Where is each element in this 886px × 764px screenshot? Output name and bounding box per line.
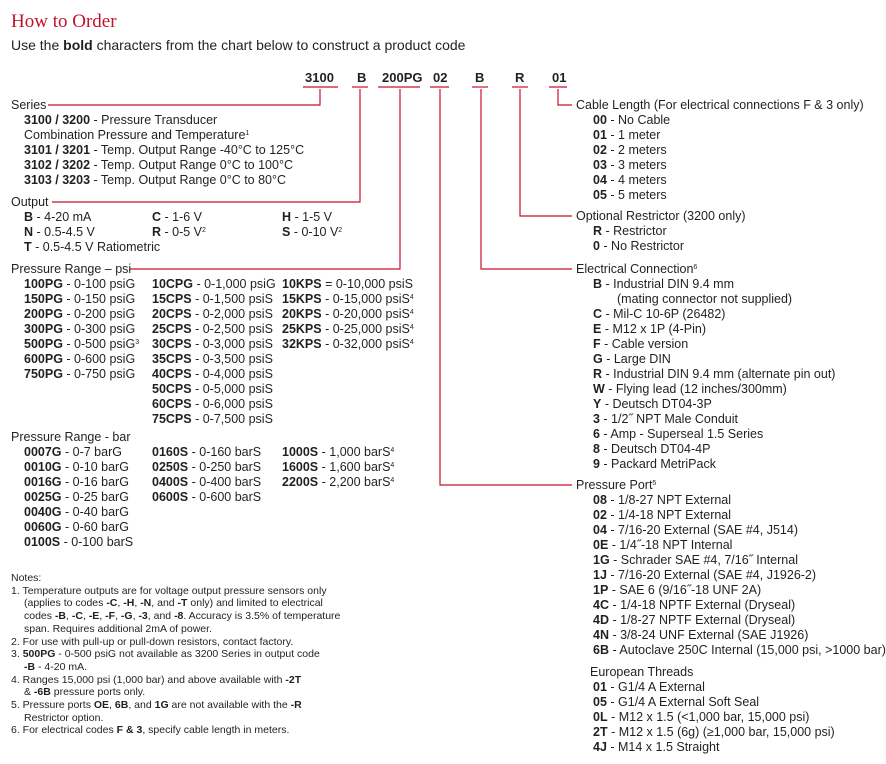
option-code: C [152, 210, 162, 224]
option-code: 00 [593, 113, 607, 127]
output-col3 [282, 210, 342, 240]
code-series: 3100 [305, 70, 334, 85]
option-code: 2200S [282, 475, 319, 489]
pressure-bar-label: Pressure Range - bar [11, 430, 131, 444]
option-code: 100PG [24, 277, 63, 291]
option-code: 0007G [24, 445, 62, 459]
pressure-psi-option: 40CPS - 0-4,000 psiS [152, 367, 273, 381]
option-code: 0250S [152, 460, 189, 474]
pressure-psi-option: 100PG - 0-100 psiG [24, 277, 136, 291]
option-code: 0016G [24, 475, 62, 489]
pressure-bar-option: 0040G - 0-40 barG [24, 505, 129, 519]
pressure-psi-option: 10CPG - 0-1,000 psiG [152, 277, 276, 291]
electrical-option: E - M12 x 1P (4-Pin) [593, 322, 707, 336]
pressure-port-list [593, 493, 886, 658]
option-code: 02 [593, 508, 607, 522]
note-line: 1. Temperature outputs are for voltage output pressure sensors only [11, 584, 327, 597]
pressure-psi-option: 15KPS - 0-15,000 psiS$^4$ [282, 292, 414, 306]
pressure-port-option: 6B - Autoclave 250C Internal (15,000 psi, >1000 bar) [593, 643, 886, 657]
option-code: 0100S [24, 535, 61, 549]
option-code: 75CPS [152, 412, 192, 426]
option-code: R [593, 367, 603, 381]
series-option: 3103 / 3203 - Temp. Output Range 0°C to 80°C [24, 173, 287, 187]
option-code: R [152, 225, 162, 239]
pressure-port-option: 04 - 7/16-20 External (SAE #4, J514) [593, 523, 798, 537]
note-line: 3. 500PG - 0-500 psiG not available as 3200 Series in output code [11, 648, 320, 661]
pressure-port-option: 08 - 1/8-27 NPT External [593, 493, 732, 507]
pressure-port-option: 4C - 1/4-18 NPTF External (Dryseal) [593, 598, 796, 612]
option-code: 15CPS [152, 292, 192, 306]
pressure-port-option: 02 - 1/4-18 NPT External [593, 508, 732, 522]
output-option: S - 0-10 $V^2$ [282, 225, 343, 239]
notes [11, 572, 340, 737]
note-line: 5. Pressure ports OE, 6B, and 1G are not available with the -R [11, 699, 302, 712]
pressure-bar-option: 0250S - 0-250 barS [152, 460, 262, 474]
note-line: Restrictor option. [24, 711, 104, 724]
option-code: 50CPS [152, 382, 192, 396]
cable-length-option: 02 - 2 meters [593, 143, 667, 157]
pressure-bar-col3 [282, 445, 394, 490]
electrical-list [593, 277, 835, 472]
option-code: 35CPS [152, 352, 192, 366]
european-thread-option: 0L - M12 x 1.5 (<1,000 bar, 15,000 psi) [593, 710, 810, 724]
code-pressure-range: 200PG [382, 70, 423, 85]
pressure-psi-option: 600PG - 0-600 psiG [24, 352, 136, 366]
series-option: 3101 / 3201 - Temp. Output Range -40°C to 125°C [24, 143, 305, 157]
option-code: Y [593, 397, 602, 411]
pressure-psi-option: 25KPS - 0-25,000 psiS$^4$ [282, 322, 414, 336]
option-code: E [593, 322, 602, 336]
option-code: 0060G [24, 520, 62, 534]
pressure-bar-option: 0025G - 0-25 barG [24, 490, 129, 504]
pressure-psi-option: 75CPS - 0-7,500 psiS [152, 412, 273, 426]
pressure-psi-option: 200PG - 0-200 psiG [24, 307, 136, 321]
option-code: 02 [593, 143, 607, 157]
series-label: Series [11, 98, 47, 112]
option-code: 20CPS [152, 307, 192, 321]
option-code: 0160S [152, 445, 189, 459]
note-line: (applies to codes -C, -H, -N, and -T only) and limited to electrical [24, 597, 323, 610]
option-code: 200PG [24, 307, 63, 321]
electrical-option: W - Flying lead (12 inches/300mm) [593, 382, 787, 396]
pressure-psi-col1 [24, 277, 139, 382]
pressure-psi-col3 [282, 277, 414, 352]
pressure-bar-option: 1000S - 1,000 barS$^4$ [282, 445, 395, 459]
option-code: S [282, 225, 291, 239]
option-code: 10KPS [282, 277, 322, 291]
electrical-option: (mating connector not supplied) [617, 292, 793, 306]
pressure-bar-option: 0016G - 0-16 barG [24, 475, 129, 489]
option-code: 3 [593, 412, 600, 426]
option-code: 0E [593, 538, 609, 552]
european-thread-option: 4J - M14 x 1.5 Straight [593, 740, 720, 754]
option-code: 4D [593, 613, 609, 627]
option-code: 0010G [24, 460, 62, 474]
option-code: C [593, 307, 603, 321]
pressure-port-option: 1J - 7/16-20 External (SAE #4, J1926-2) [593, 568, 817, 582]
option-code: 0 [593, 239, 600, 253]
option-code: T [24, 240, 32, 254]
pressure-bar-col2 [152, 445, 261, 505]
option-code: 15KPS [282, 292, 322, 306]
note-line: span. Requires additional 2mA of power. [24, 622, 212, 635]
cable-length-label: Cable Length (For electrical connections F & 3 only) [576, 98, 864, 112]
pressure-bar-option: 0400S - 0-400 barS [152, 475, 262, 489]
option-code: G [593, 352, 603, 366]
option-code: 3102 / 3202 [24, 158, 91, 172]
option-code: 60CPS [152, 397, 192, 411]
electrical-option: 9 - Packard MetriPack [593, 457, 716, 471]
pressure-psi-option: 10KPS = 0-10,000 psiS [282, 277, 413, 291]
output-label: Output [11, 195, 49, 209]
pressure-psi-option: 20CPS - 0-2,000 psiS [152, 307, 273, 321]
pressure-port-option: 4D - 1/8-27 NPTF External (Dryseal) [593, 613, 796, 627]
option-code: 40CPS [152, 367, 192, 381]
pressure-psi-option: 500PG - 0-500 psiG$^3$ [24, 337, 140, 351]
output-option: N - 0.5-4.5 V [24, 225, 95, 239]
code-cable-length: 01 [552, 70, 567, 85]
pressure-bar-option: 0010G - 0-10 barG [24, 460, 129, 474]
notes-label: Notes: [11, 572, 42, 584]
option-code: 6 [593, 427, 600, 441]
note-line: 6. For electrical codes F & 3, specify cable length in meters. [11, 724, 290, 737]
option-code: 32KPS [282, 337, 322, 351]
european-thread-option: 01 - G1/4 A External [593, 680, 705, 694]
pressure-psi-option: 300PG - 0-300 psiG [24, 322, 136, 336]
option-code: 750PG [24, 367, 63, 381]
electrical-option: Y - Deutsch DT04-3P [593, 397, 712, 411]
option-code: F [593, 337, 601, 351]
option-code: B [24, 210, 34, 224]
pressure-bar-option: 2200S - 2,200 barS$^4$ [282, 475, 395, 489]
pressure-psi-option: 25CPS - 0-2,500 psiS [152, 322, 273, 336]
note-line: & -6B pressure ports only. [24, 686, 146, 699]
pressure-psi-option: 35CPS - 0-3,500 psiS [152, 352, 273, 366]
option-code: 600PG [24, 352, 63, 366]
option-code: R [593, 224, 603, 238]
pressure-port-option: 0E - 1/4˝-18 NPT Internal [593, 538, 733, 552]
option-code: N [24, 225, 34, 239]
european-list [593, 680, 835, 755]
european-thread-option: 05 - G1/4 A External Soft Seal [593, 695, 760, 709]
option-code: 01 [593, 680, 607, 694]
option-code: 03 [593, 158, 607, 172]
pressure-psi-label: Pressure Range – psi [11, 262, 132, 276]
european-label: European Threads [590, 665, 694, 679]
pressure-psi-option: 20KPS - 0-20,000 psiS$^4$ [282, 307, 414, 321]
electrical-option: 6 - Amp - Superseal 1.5 Series [593, 427, 764, 441]
pressure-psi-option: 15CPS - 0-1,500 psiS [152, 292, 273, 306]
cable-length-list [593, 113, 670, 203]
electrical-option: C - Mil-C 10-6P (26482) [593, 307, 726, 321]
option-code: 3100 / 3200 [24, 113, 91, 127]
output-option: H - 1-5 V [282, 210, 333, 224]
cable-length-option: 00 - No Cable [593, 113, 671, 127]
pressure-bar-option: 0160S - 0-160 barS [152, 445, 262, 459]
option-code: 08 [593, 493, 607, 507]
output-option: T - 0.5-4.5 V Ratiometric [24, 240, 161, 254]
cable-length-option: 04 - 4 meters [593, 173, 667, 187]
option-code: 1600S [282, 460, 319, 474]
option-code: B [593, 277, 603, 291]
option-code: 9 [593, 457, 600, 471]
cable-length-option: 03 - 3 meters [593, 158, 667, 172]
electrical-label: Electrical Connection$^6$ [576, 262, 698, 276]
option-code: 6B [593, 643, 609, 657]
code-electrical: B [475, 70, 485, 85]
option-code: 25CPS [152, 322, 192, 336]
option-code: 0040G [24, 505, 62, 519]
option-code: 20KPS [282, 307, 322, 321]
option-code: 2T [593, 725, 608, 739]
cable-length-option: 01 - 1 meter [593, 128, 661, 142]
code-output: B [357, 70, 367, 85]
subtitle: Use the bold characters from the chart below to construct a product code [11, 37, 466, 53]
note-line: codes -B, -C, -E, -F, -G, -3, and -8. Accuracy is 3.5% of temperature [24, 610, 341, 623]
pressure-bar-option: 0007G - 0-7 barG [24, 445, 122, 459]
page-title: How to Order [11, 11, 117, 32]
pressure-psi-option: 60CPS - 0-6,000 psiS [152, 397, 273, 411]
pressure-port-option: 1G - Schrader SAE #4, 7/16˝ Internal [593, 553, 798, 567]
electrical-option: R - Industrial DIN 9.4 mm (alternate pin out) [593, 367, 836, 381]
option-code: 30CPS [152, 337, 192, 351]
pressure-bar-option: 1600S - 1,600 barS$^4$ [282, 460, 395, 474]
note-line: -B - 4-20 mA. [24, 660, 88, 673]
pressure-port-option: 1P - SAE 6 (9/16˝-18 UNF 2A) [593, 583, 762, 597]
output-option: B - 4-20 mA [24, 210, 92, 224]
option-code: W [593, 382, 605, 396]
option-code: 10CPG [152, 277, 193, 291]
option-code: 3101 / 3201 [24, 143, 91, 157]
option-code: 1000S [282, 445, 319, 459]
option-code: 1J [593, 568, 607, 582]
code-pressure-port: 02 [433, 70, 448, 85]
option-code: 1P [593, 583, 609, 597]
electrical-option: 3 - 1/2˝ NPT Male Conduit [593, 412, 738, 426]
option-code: 0025G [24, 490, 62, 504]
pressure-psi-option: 30CPS - 0-3,000 psiS [152, 337, 273, 351]
option-code: 04 [593, 523, 607, 537]
pressure-psi-option: 150PG - 0-150 psiG [24, 292, 136, 306]
pressure-bar-option: 0600S - 0-600 barS [152, 490, 262, 504]
option-code: 05 [593, 188, 607, 202]
electrical-option: F - Cable version [593, 337, 689, 351]
option-code: H [282, 210, 292, 224]
option-code: 0400S [152, 475, 189, 489]
restrictor-list [593, 224, 684, 254]
electrical-option: G - Large DIN [593, 352, 671, 366]
option-code: 01 [593, 128, 607, 142]
option-code: 500PG [24, 337, 63, 351]
option-code: 3103 / 3203 [24, 173, 91, 187]
note-line: 2. For use with pull-up or pull-down resistors, contact factory. [11, 635, 294, 648]
code-restrictor: R [515, 70, 525, 85]
pressure-psi-option: 32KPS - 0-32,000 psiS$^4$ [282, 337, 414, 351]
option-code: 150PG [24, 292, 63, 306]
option-code: 4J [593, 740, 607, 754]
output-option: C - 1-6 V [152, 210, 203, 224]
electrical-option: 8 - Deutsch DT04-4P [593, 442, 711, 456]
pressure-psi-option: 750PG - 0-750 psiG [24, 367, 136, 381]
cable-length-option: 05 - 5 meters [593, 188, 667, 202]
output-col2 [152, 210, 206, 240]
pressure-psi-option: 50CPS - 0-5,000 psiS [152, 382, 273, 396]
note-line: 4. Ranges 15,000 psi (1,000 bar) and above available with -2T [11, 673, 302, 686]
pressure-psi-col2 [152, 277, 276, 427]
option-code: 4C [593, 598, 609, 612]
option-code: 0L [593, 710, 608, 724]
option-code: 300PG [24, 322, 63, 336]
option-code: 4N [593, 628, 609, 642]
pressure-bar-option: 0100S - 0-100 barS [24, 535, 134, 549]
pressure-bar-col1 [24, 445, 133, 550]
pressure-bar-option: 0060G - 0-60 barG [24, 520, 129, 534]
restrictor-label: Optional Restrictor (3200 only) [576, 209, 746, 223]
series-option: 3102 / 3202 - Temp. Output Range 0°C to 100°C [24, 158, 293, 172]
option-code: 04 [593, 173, 607, 187]
european-thread-option: 2T - M12 x 1.5 (6g) (≥1,000 bar, 15,000 psi) [593, 725, 835, 739]
option-code: 05 [593, 695, 607, 709]
pressure-port-option: 4N - 3/8-24 UNF External (SAE J1926) [593, 628, 809, 642]
pressure-port-label: Pressure Port$^5$ [576, 478, 657, 492]
output-col1 [24, 210, 160, 255]
series-option: 3100 / 3200 - Pressure Transducer [24, 113, 218, 127]
series-option: Combination Pressure and Temperature$^1$ [24, 128, 250, 142]
option-code: 0600S [152, 490, 189, 504]
restrictor-option: 0 - No Restrictor [593, 239, 684, 253]
restrictor-option: R - Restrictor [593, 224, 667, 238]
output-option: R - 0-5 $V^2$ [152, 225, 206, 239]
series-list [24, 113, 304, 188]
option-code: 8 [593, 442, 600, 456]
option-code: 25KPS [282, 322, 322, 336]
option-code: 1G [593, 553, 610, 567]
electrical-option: B - Industrial DIN 9.4 mm [593, 277, 735, 291]
